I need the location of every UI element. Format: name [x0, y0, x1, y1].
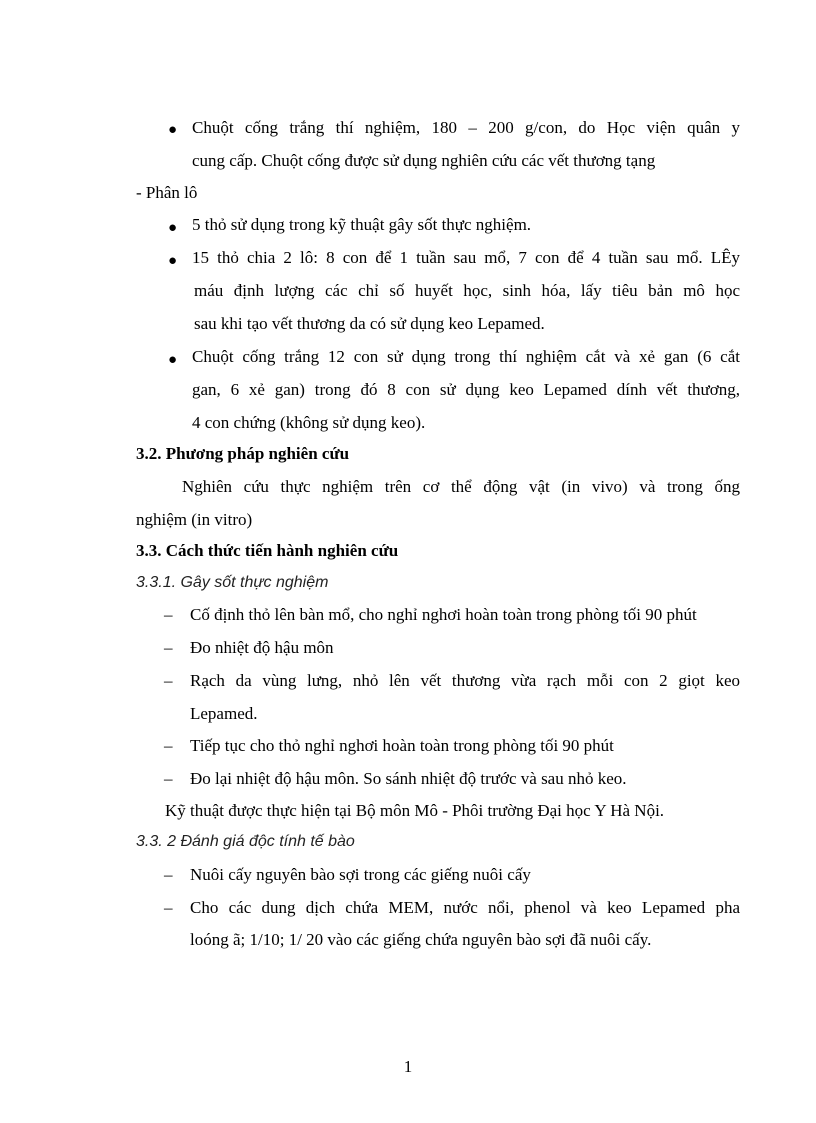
list-item: Lepamed.: [190, 704, 258, 723]
list-item: Nuôi cấy nguyên bào sợi trong các giếng nuôi cấy: [190, 865, 531, 884]
list-item: loóng ã; 1/10; 1/ 20 vào các giếng chứa nguyên bào sợi đã nuôi cấy.: [190, 930, 652, 949]
section-3-3-heading: 3.3. Cách thức tiến hành nghiên cứu: [136, 541, 399, 560]
bullet-icon: ●: [168, 352, 178, 368]
list-item: Đo nhiệt độ hậu môn: [190, 638, 334, 657]
bullet-icon: ●: [168, 253, 178, 269]
dash-icon: –: [164, 898, 173, 917]
section-3-2-heading: 3.2. Phương pháp nghiên cứu: [136, 444, 350, 463]
list-item: Cho các dung dịch chứa MEM, nước nổi, phenol và keo Lepamed pha: [190, 898, 740, 917]
list-item: Cố định thỏ lên bàn mổ, cho nghỉ nghơi hoàn toàn trong phòng tối 90 phút: [190, 605, 697, 624]
list-item: Rạch da vùng lưng, nhỏ lên vết thương vừa rạch mỗi con 2 giọt keo: [190, 671, 740, 690]
bullet-icon: ●: [168, 220, 178, 236]
dash-icon: –: [164, 736, 173, 755]
group-1-line-1: 5 thỏ sử dụng trong kỹ thuật gây sốt thực nghiệm.: [192, 215, 532, 234]
dash-icon: –: [164, 769, 173, 788]
group-2-line-1: 15 thỏ chia 2 lô: 8 con để 1 tuần sau mổ, 7 con để 4 tuần sau mổ. LÊy: [192, 248, 740, 267]
group-3-line-1: Chuột cống trắng 12 con sử dụng trong thí nghiệm cắt và xẻ gan (6 cắt: [192, 347, 740, 366]
section-3-2-para-line-2: nghiệm (in vitro): [136, 510, 253, 529]
dash-icon: –: [164, 638, 173, 657]
list-item: Tiếp tục cho thỏ nghỉ nghơi hoàn toàn trong phòng tối 90 phút: [190, 736, 614, 755]
rat-line-1: Chuột cống trắng thí nghiệm, 180 – 200 g/con, do Học viện quân y: [192, 118, 740, 137]
list-item: Đo lại nhiệt độ hậu môn. So sánh nhiệt độ trước và sau nhỏ keo.: [190, 769, 627, 788]
dash-icon: –: [164, 605, 173, 624]
subsection-3-3-2-heading: 3.3. 2 Đánh giá độc tính tế bào: [136, 833, 355, 850]
group-3-line-3: 4 con chứng (không sử dụng keo).: [192, 413, 426, 432]
section-3-2-para-line-1: Nghiên cứu thực nghiệm trên cơ thể động vật (in vivo) và trong ống: [182, 477, 740, 496]
group-2-line-3: sau khi tạo vết thương da có sử dụng keo Lepamed.: [194, 314, 545, 333]
dash-icon: –: [164, 865, 173, 884]
group-3-line-2: gan, 6 xẻ gan) trong đó 8 con sử dụng keo Lepamed dính vết thương,: [192, 380, 740, 399]
bullet-icon: ●: [168, 122, 178, 138]
page-number: 1: [403, 1057, 413, 1076]
group-2-line-2: máu định lượng các chỉ số huyết học, sinh hóa, lấy tiêu bản mô học: [194, 281, 740, 300]
grouping-heading: - Phân lô: [136, 183, 198, 202]
rat-line-2: cung cấp. Chuột cống được sử dụng nghiên cứu các vết thương tạng: [192, 151, 656, 170]
subsection-3-3-1-heading: 3.3.1. Gây sốt thực nghiệm: [136, 574, 329, 591]
technique-note: Kỹ thuật được thực hiện tại Bộ môn Mô - Phôi trường Đại học Y Hà Nội.: [165, 801, 665, 820]
dash-icon: –: [164, 671, 173, 690]
